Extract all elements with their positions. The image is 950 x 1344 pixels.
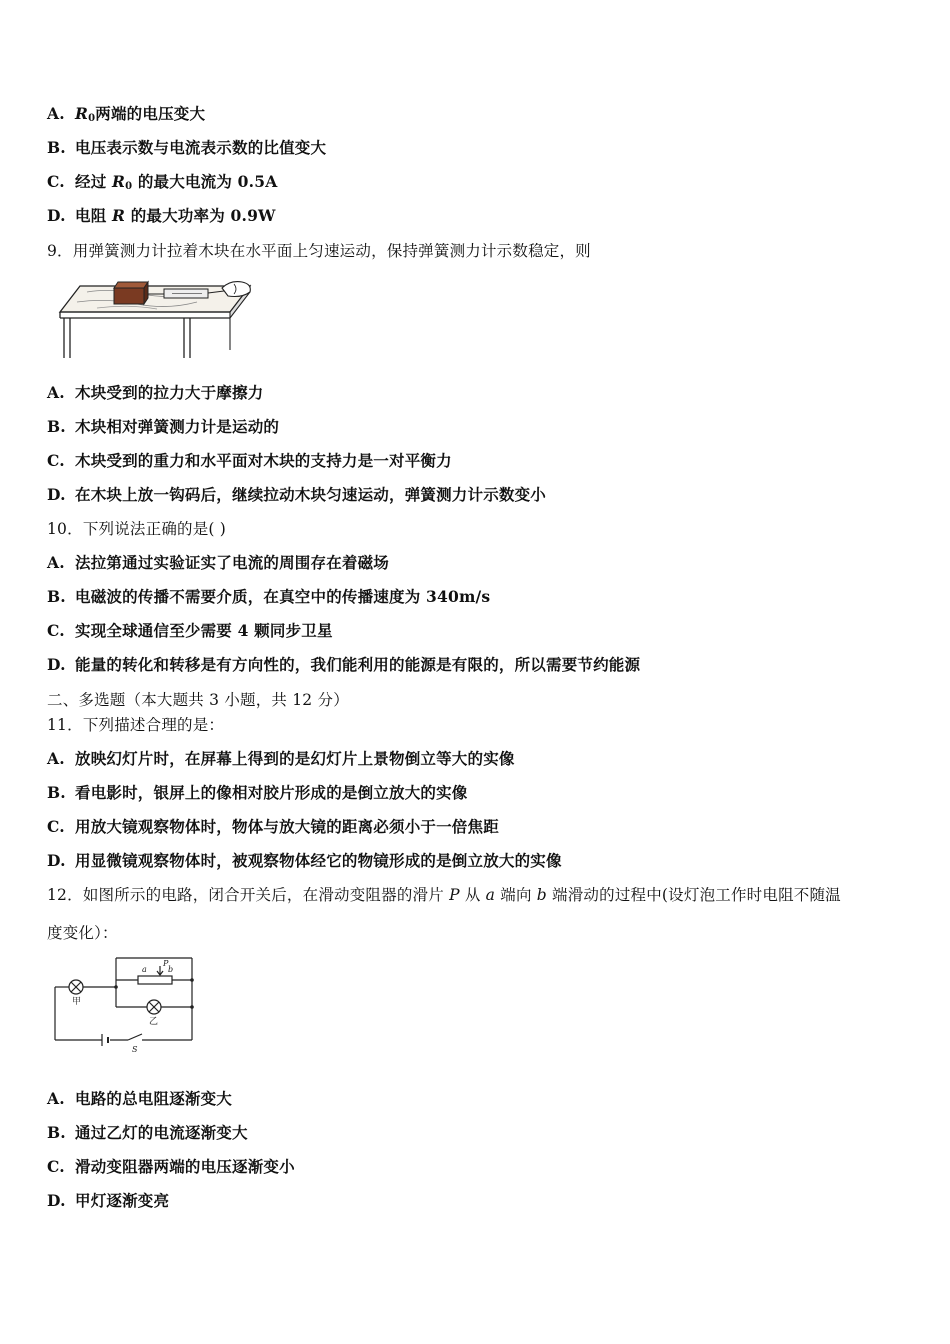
- q11-option-a: A. 放映幻灯片时，在屏幕上得到的是幻灯片上景物倒立等大的实像: [47, 749, 515, 768]
- spring-scale-diagram: [52, 272, 257, 362]
- q9-option-b: B. 木块相对弹簧测力计是运动的: [47, 417, 280, 436]
- switch-label: S: [132, 1045, 138, 1054]
- q12-stem-line2: 度变化）：: [47, 924, 118, 942]
- q8-option-d: D. 电阻 R 的最大功率为 0.9W: [47, 206, 276, 225]
- q10-option-a: A. 法拉第通过实验证实了电流的周围存在着磁场: [47, 553, 390, 572]
- q10-option-c: C. 实现全球通信至少需要 4 颗同步卫星: [47, 621, 333, 640]
- q12-option-a: A. 电路的总电阻逐渐变大: [47, 1089, 233, 1108]
- rheostat-a-label: a: [142, 965, 147, 974]
- section-heading: 二、多选题（本大题共 3 小题，共 12 分）: [47, 691, 349, 709]
- q9-option-d: D. 在木块上放一钩码后，继续拉动木块匀速运动，弹簧测力计示数变小: [47, 485, 547, 504]
- q8-option-b: B. 电压表示数与电流表示数的比值变大: [47, 138, 327, 157]
- q8-option-c: C. 经过 $R_0$ 的最大电流为 0.5A: [47, 172, 278, 192]
- q10-stem: 10．下列说法正确的是( ): [47, 520, 227, 538]
- q10-option-d: D. 能量的转化和转移是有方向性的，我们能利用的能源是有限的，所以需要节约能源: [47, 655, 641, 674]
- q9-option-c: C. 木块受到的重力和水平面对木块的支持力是一对平衡力: [47, 451, 452, 470]
- q9-stem: 9．用弹簧测力计拉着木块在水平面上匀速运动，保持弹簧测力计示数稳定，则: [47, 242, 591, 260]
- rheostat-p-label: P: [163, 959, 169, 968]
- q11-option-d: D. 用显微镜观察物体时，被观察物体经它的物镜形成的是倒立放大的实像: [47, 851, 562, 870]
- q10-option-b: B. 电磁波的传播不需要介质，在真空中的传播速度为 340m/s: [47, 587, 491, 606]
- lamp-yi-label: 乙: [149, 1017, 159, 1027]
- q8-option-a: A. $R_0$两端的电压变大: [47, 104, 206, 124]
- q12-stem-line1: 12．如图所示的电路，闭合开关后，在滑动变阻器的滑片 P 从 a 端向 b 端滑动的过程中(设灯泡工作时电阻不随温: [47, 886, 841, 904]
- circuit-figure: [50, 952, 200, 1057]
- q11-option-c: C. 用放大镜观察物体时，物体与放大镜的距离必须小于一倍焦距: [47, 817, 499, 836]
- q9-option-a: A. 木块受到的拉力大于摩擦力: [47, 383, 264, 402]
- circuit-diagram: [50, 952, 200, 1057]
- q12-option-b: B. 通过乙灯的电流逐渐变大: [47, 1123, 248, 1142]
- lamp-jia-label: 甲: [72, 997, 82, 1007]
- q12-option-c: C. 滑动变阻器两端的电压逐渐变小: [47, 1157, 295, 1176]
- spring-scale-figure: [52, 272, 257, 362]
- q11-stem: 11．下列描述合理的是：: [47, 716, 225, 734]
- q11-option-b: B. 看电影时，银屏上的像相对胶片形成的是倒立放大的实像: [47, 783, 468, 802]
- q12-option-d: D. 甲灯逐渐变亮: [47, 1191, 170, 1210]
- rheostat-b-label: b: [168, 965, 174, 974]
